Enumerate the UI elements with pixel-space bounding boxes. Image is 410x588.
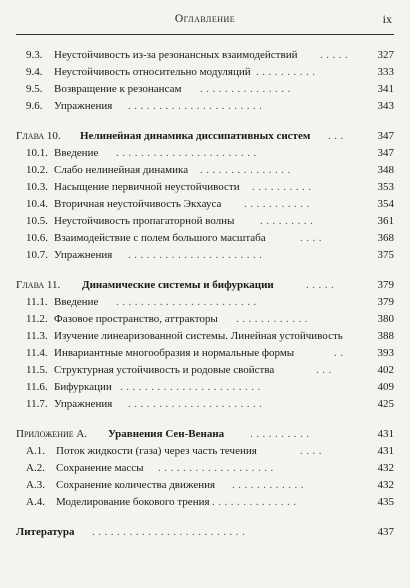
leader-dots: ....................... bbox=[116, 147, 260, 159]
chapter-heading[interactable] bbox=[16, 127, 394, 145]
toc-entry[interactable] bbox=[16, 179, 394, 196]
appendix-page: 431 bbox=[377, 428, 394, 440]
leader-dots: ....................... bbox=[120, 381, 264, 393]
entry-number: 11.2. bbox=[26, 313, 48, 325]
running-title: Оглавление bbox=[174, 13, 236, 25]
toc-entry[interactable] bbox=[16, 81, 394, 98]
entry-page: 409 bbox=[377, 381, 394, 393]
entry-page: 375 bbox=[377, 249, 394, 261]
literature-page: 437 bbox=[377, 526, 394, 538]
entry-page: 393 bbox=[377, 347, 394, 359]
appendix-heading[interactable] bbox=[16, 425, 394, 443]
toc-entry[interactable] bbox=[16, 477, 394, 494]
leader-dots: ................... bbox=[158, 462, 277, 474]
entry-page: 348 bbox=[377, 164, 394, 176]
entry-page: 353 bbox=[377, 181, 394, 193]
entry-title: Слабо нелинейная динамика bbox=[54, 164, 189, 176]
leader-dots: ..... bbox=[320, 49, 352, 61]
appendix-title: Уравнения Сен-Венана bbox=[108, 428, 225, 440]
entry-title: Вторичная неустойчивость Экхауса bbox=[54, 198, 222, 210]
leader-dots: ..... bbox=[306, 279, 338, 291]
entry-title: Введение bbox=[54, 147, 99, 159]
entry-title: Фазовое пространство, аттракторы bbox=[54, 313, 218, 325]
leader-dots: .......... bbox=[256, 66, 319, 78]
entry-title: Сохранение количества движения bbox=[56, 479, 216, 491]
literature-title: Литература bbox=[16, 526, 75, 538]
leader-dots: ............ bbox=[236, 313, 311, 325]
entry-title: Насыщение первичной неустойчивости bbox=[54, 181, 240, 193]
entry-number: 9.4. bbox=[26, 66, 43, 78]
entry-title: Поток жидкости (газа) через часть течения bbox=[56, 445, 257, 457]
entry-title: Взаимодействие с полем большого масштаба bbox=[54, 232, 266, 244]
entry-page: 432 bbox=[377, 479, 394, 491]
entry-title: Упражнения bbox=[54, 398, 113, 410]
entry-page: 333 bbox=[377, 66, 394, 78]
appendix-label: Приложение А. bbox=[16, 428, 88, 440]
entry-number: 11.1. bbox=[26, 296, 48, 308]
chapter-heading[interactable] bbox=[16, 276, 394, 294]
leader-dots: ........... bbox=[244, 198, 313, 210]
entry-number: А.4. bbox=[26, 496, 45, 508]
entry-title: Инвариантные многообразия и нормальные формы bbox=[54, 347, 295, 359]
entry-page: 425 bbox=[377, 398, 394, 410]
entry-title: Упражнения bbox=[54, 249, 113, 261]
leader-dots: .......... bbox=[252, 181, 315, 193]
toc-entry[interactable] bbox=[16, 64, 394, 81]
entry-page: 402 bbox=[377, 364, 394, 376]
toc-entry[interactable] bbox=[16, 328, 394, 345]
entry-number: 11.6. bbox=[26, 381, 48, 393]
toc-entry[interactable] bbox=[16, 213, 394, 230]
leader-dots: .. bbox=[334, 347, 347, 359]
leader-dots: .............. bbox=[212, 496, 300, 508]
page-header bbox=[16, 8, 394, 35]
literature-heading[interactable] bbox=[16, 523, 394, 541]
entry-title: Неустойчивость из-за резонансных взаимодействий bbox=[54, 49, 298, 61]
entry-number: 9.6. bbox=[26, 100, 43, 112]
leader-dots: ....................... bbox=[116, 296, 260, 308]
entry-title: Моделирование бокового трения bbox=[56, 496, 210, 508]
leader-dots: ...................... bbox=[128, 398, 266, 410]
entry-title: Возвращение к резонансам bbox=[54, 83, 182, 95]
leader-dots: ... bbox=[316, 364, 335, 376]
entry-number: А.3. bbox=[26, 479, 45, 491]
entry-number: 11.4. bbox=[26, 347, 48, 359]
entry-page: 380 bbox=[377, 313, 394, 325]
entry-title: Упражнения bbox=[54, 100, 113, 112]
entry-number: 10.7. bbox=[26, 249, 48, 261]
toc-entry[interactable] bbox=[16, 396, 394, 413]
entry-number: 10.2. bbox=[26, 164, 48, 176]
entry-title: Сохранение массы bbox=[56, 462, 144, 474]
toc-entry[interactable] bbox=[16, 162, 394, 179]
entry-page: 354 bbox=[377, 198, 394, 210]
toc-entry[interactable] bbox=[16, 311, 394, 328]
leader-dots: .... bbox=[300, 445, 325, 457]
entry-page: 368 bbox=[377, 232, 394, 244]
entry-title: Изучение линеаризованной системы. Линейная устойчивость bbox=[54, 330, 343, 342]
leader-dots: ... bbox=[328, 130, 347, 142]
entry-title: Бифуркации bbox=[54, 381, 112, 393]
chapter-title: Динамические системы и бифуркации bbox=[82, 279, 274, 291]
entry-number: 9.5. bbox=[26, 83, 43, 95]
entry-page: 435 bbox=[377, 496, 394, 508]
entry-number: 10.3. bbox=[26, 181, 48, 193]
leader-dots: ...................... bbox=[128, 249, 266, 261]
chapter-label: Глава 11. bbox=[16, 279, 61, 291]
toc-entry[interactable] bbox=[16, 230, 394, 247]
entry-number: 11.5. bbox=[26, 364, 48, 376]
chapter-page: 379 bbox=[377, 279, 394, 291]
entry-number: 11.3. bbox=[26, 330, 48, 342]
leader-dots: .......... bbox=[250, 428, 313, 440]
leader-dots: ............... bbox=[200, 83, 294, 95]
entry-page: 431 bbox=[377, 445, 394, 457]
toc-entry[interactable] bbox=[16, 145, 394, 162]
entry-title: Структурная устойчивость и родовые свойства bbox=[54, 364, 275, 376]
entry-number: 10.1. bbox=[26, 147, 48, 159]
toc-entry[interactable] bbox=[16, 460, 394, 477]
chapter-label: Глава 10. bbox=[16, 130, 61, 142]
toc-entry[interactable] bbox=[16, 362, 394, 379]
toc-entry[interactable] bbox=[16, 98, 394, 115]
entry-page: 327 bbox=[377, 49, 394, 61]
entry-number: 10.4. bbox=[26, 198, 48, 210]
toc-entry[interactable] bbox=[16, 47, 394, 64]
entry-number: 9.3. bbox=[26, 49, 43, 61]
page-number: ix bbox=[382, 12, 392, 26]
entry-number: 11.7. bbox=[26, 398, 48, 410]
entry-title: Неустойчивость относительно модуляций bbox=[54, 66, 251, 78]
entry-page: 347 bbox=[377, 147, 394, 159]
toc-entry[interactable] bbox=[16, 345, 394, 362]
entry-title: Неустойчивость пропагаторной волны bbox=[54, 215, 235, 227]
entry-number: 10.6. bbox=[26, 232, 48, 244]
entry-number: А.1. bbox=[26, 445, 45, 457]
leader-dots: ............ bbox=[232, 479, 307, 491]
entry-number: А.2. bbox=[26, 462, 45, 474]
leader-dots: ......... bbox=[260, 215, 317, 227]
toc-entry[interactable] bbox=[16, 494, 394, 511]
leader-dots: .... bbox=[300, 232, 325, 244]
leader-dots: ............... bbox=[200, 164, 294, 176]
toc-entry[interactable] bbox=[16, 379, 394, 396]
entry-page: 343 bbox=[377, 100, 394, 112]
leader-dots: ...................... bbox=[128, 100, 266, 112]
entry-page: 341 bbox=[377, 83, 394, 95]
entry-page: 432 bbox=[377, 462, 394, 474]
toc-entry[interactable] bbox=[16, 196, 394, 213]
toc-entry[interactable] bbox=[16, 443, 394, 460]
entry-page: 388 bbox=[377, 330, 394, 342]
chapter-title: Нелинейная динамика диссипативных систем bbox=[80, 130, 311, 142]
chapter-page: 347 bbox=[377, 130, 394, 142]
toc-entry[interactable] bbox=[16, 247, 394, 264]
entry-number: 10.5. bbox=[26, 215, 48, 227]
toc-entry[interactable] bbox=[16, 294, 394, 311]
table-of-contents bbox=[16, 47, 394, 541]
entry-page: 379 bbox=[377, 296, 394, 308]
leader-dots: ......................... bbox=[92, 526, 249, 538]
entry-page: 361 bbox=[377, 215, 394, 227]
entry-title: Введение bbox=[54, 296, 99, 308]
